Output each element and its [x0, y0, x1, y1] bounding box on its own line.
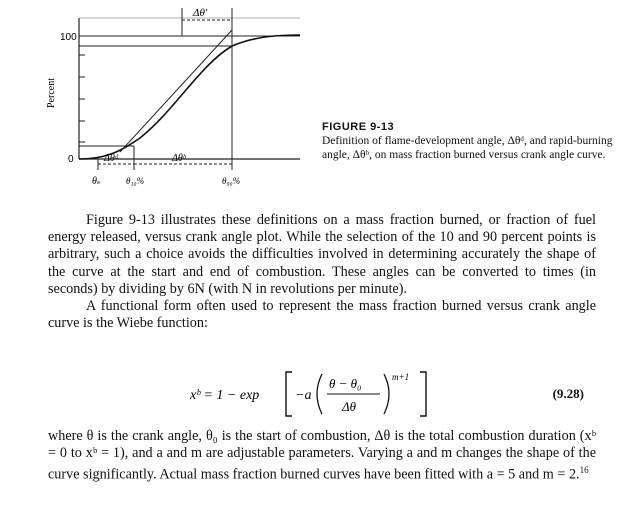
equation-numerator: θ − θ₀	[329, 376, 362, 391]
dtheta-b-label: Δθᵇ	[172, 153, 186, 164]
equation-lhs: xᵇ = 1 − exp	[190, 388, 260, 403]
reference-superscript: 16	[579, 465, 589, 476]
equation-minus-a: −a	[295, 388, 312, 403]
paragraph-1: Figure 9-13 illustrates these definitions on a mass fraction burned, or fraction of fuel energy released, versus crank angle plot. While the selection of the 10 and 90 percent points is arbitrary, such a choice avoids the difficulties involved in determining accurately the shape of the curve at the start and end of combustion. These angles can be converted to times (in seconds) by dividing by 6N (with N in revolutions per minute).	[48, 212, 596, 297]
paragraph-3-text: where θ is the crank angle, θ₀ is the start of combustion, Δθ is the total combustion duration (xᵇ = 0 to xᵇ = 1), and a and m are adjustable parameters. Varying a and m changes the shape of the curve significantly. Actual mass fraction burned curves have been fitted with a = 5 and m = 2.	[48, 428, 596, 484]
figure-title: FIGURE 9-13	[322, 121, 395, 133]
right-bracket	[420, 372, 426, 416]
paragraph-3	[48, 428, 596, 484]
mass-fraction-curve	[79, 35, 300, 159]
left-bracket	[286, 372, 292, 416]
dtheta-d-label: Δθᵈ	[104, 153, 118, 164]
right-paren	[384, 374, 389, 414]
tick-label-100: 100	[60, 32, 77, 43]
dtheta-b-top-label: Δθ′	[193, 7, 208, 19]
equation-number: (9.28)	[552, 386, 584, 401]
body-text-after-equation	[48, 428, 596, 484]
equation-graphic	[48, 366, 596, 422]
tick-label-0: 0	[68, 154, 74, 165]
mass-fraction-figure	[0, 0, 620, 205]
tangent-line	[120, 30, 232, 152]
wiebe-equation	[48, 366, 596, 422]
caption-text: Definition of flame-development angle, Δθᵈ, and rapid-burning angle, Δθᵇ, on mass fraction burned versus crank angle curve.	[322, 135, 613, 161]
y-axis-label: Percent	[46, 78, 57, 108]
equation-denominator: Δθ	[342, 399, 357, 414]
body-text	[48, 212, 596, 332]
left-paren	[317, 374, 322, 414]
paragraph-2: A functional form often used to represent the mass fraction burned versus crank angle curve is the Wiebe function:	[48, 298, 596, 332]
equation-exponent: m+1	[392, 372, 410, 382]
figure-caption	[322, 120, 614, 162]
theta-90-label: θ₉₀%	[222, 176, 241, 186]
theta-s-label: θₛ	[92, 176, 101, 187]
theta-10-label: θ₁₀%	[126, 176, 145, 186]
